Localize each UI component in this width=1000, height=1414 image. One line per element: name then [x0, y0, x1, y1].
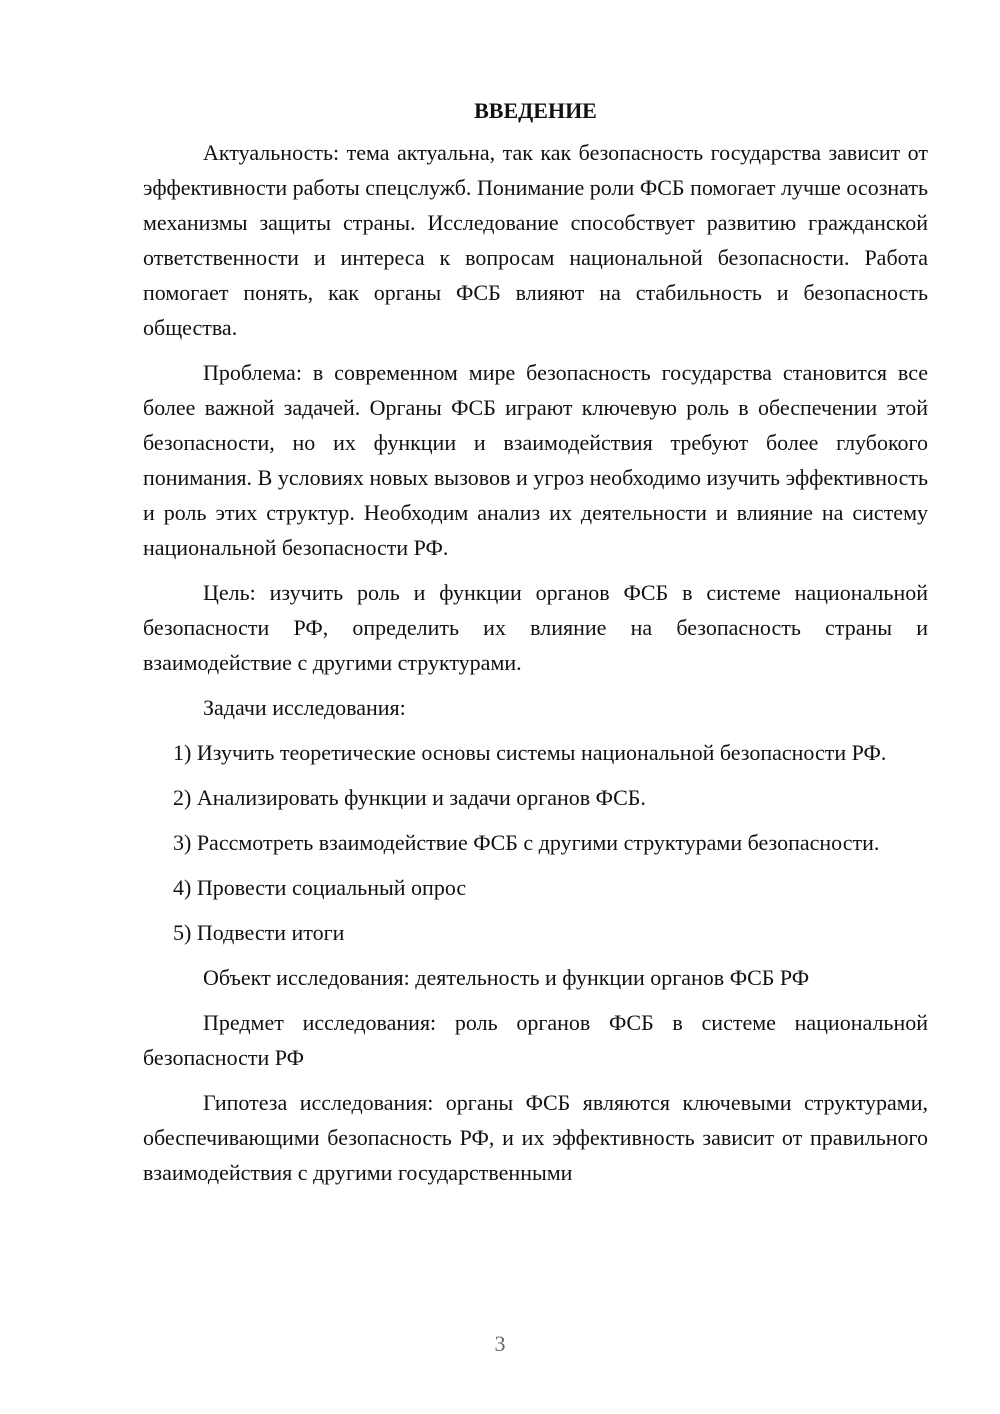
task-item-4: 4) Провести социальный опрос [173, 875, 467, 900]
task-item-1: 1) Изучить теоретические основы системы национальной безопасности РФ. [173, 740, 887, 765]
page-number: 3 [494, 1331, 506, 1356]
subject-paragraph: Предмет исследования: роль органов ФСБ в системе национальной безопасности РФ [143, 1010, 928, 1070]
hypothesis-paragraph: Гипотеза исследования: органы ФСБ являются ключевыми структурами, обеспечивающими безопасность РФ, и их эффективность зависит от правильного взаимодействия с другими государственными [143, 1090, 928, 1185]
object-paragraph: Объект исследования: деятельность и функции органов ФСБ РФ [203, 965, 810, 990]
task-item-2: 2) Анализировать функции и задачи органов ФСБ. [173, 785, 646, 810]
page-content [143, 93, 928, 1190]
task-item-5: 5) Подвести итоги [173, 920, 345, 945]
relevance-paragraph: Актуальность: тема актуальна, так как безопасность государства зависит от эффективности работы спецслужб. Понимание роли ФСБ помогает лучше осознать механизмы защиты страны. Исследование способствует развитию гражданской ответственности и интереса к вопросам национальной безопасности. Работа помогает понять, как органы ФСБ влияют на стабильность и безопасность общества. [143, 140, 928, 340]
section-title: ВВЕДЕНИЕ [474, 98, 597, 123]
task-item-3: 3) Рассмотреть взаимодействие ФСБ с другими структурами безопасности. [173, 830, 880, 855]
tasks-heading: Задачи исследования: [203, 695, 406, 720]
goal-paragraph: Цель: изучить роль и функции органов ФСБ в системе национальной безопасности РФ, определить их влияние на безопасность страны и взаимодействие с другими структурами. [143, 580, 928, 675]
problem-paragraph: Проблема: в современном мире безопасность государства становится все более важной задачей. Органы ФСБ играют ключевую роль в обеспечении этой безопасности, но их функции и взаимодействия требуют более глубокого понимания. В условиях новых вызовов и угроз необходимо изучить эффективность и роль этих структур. Необходим анализ их деятельности и влияние на систему национальной безопасности РФ. [143, 360, 928, 560]
